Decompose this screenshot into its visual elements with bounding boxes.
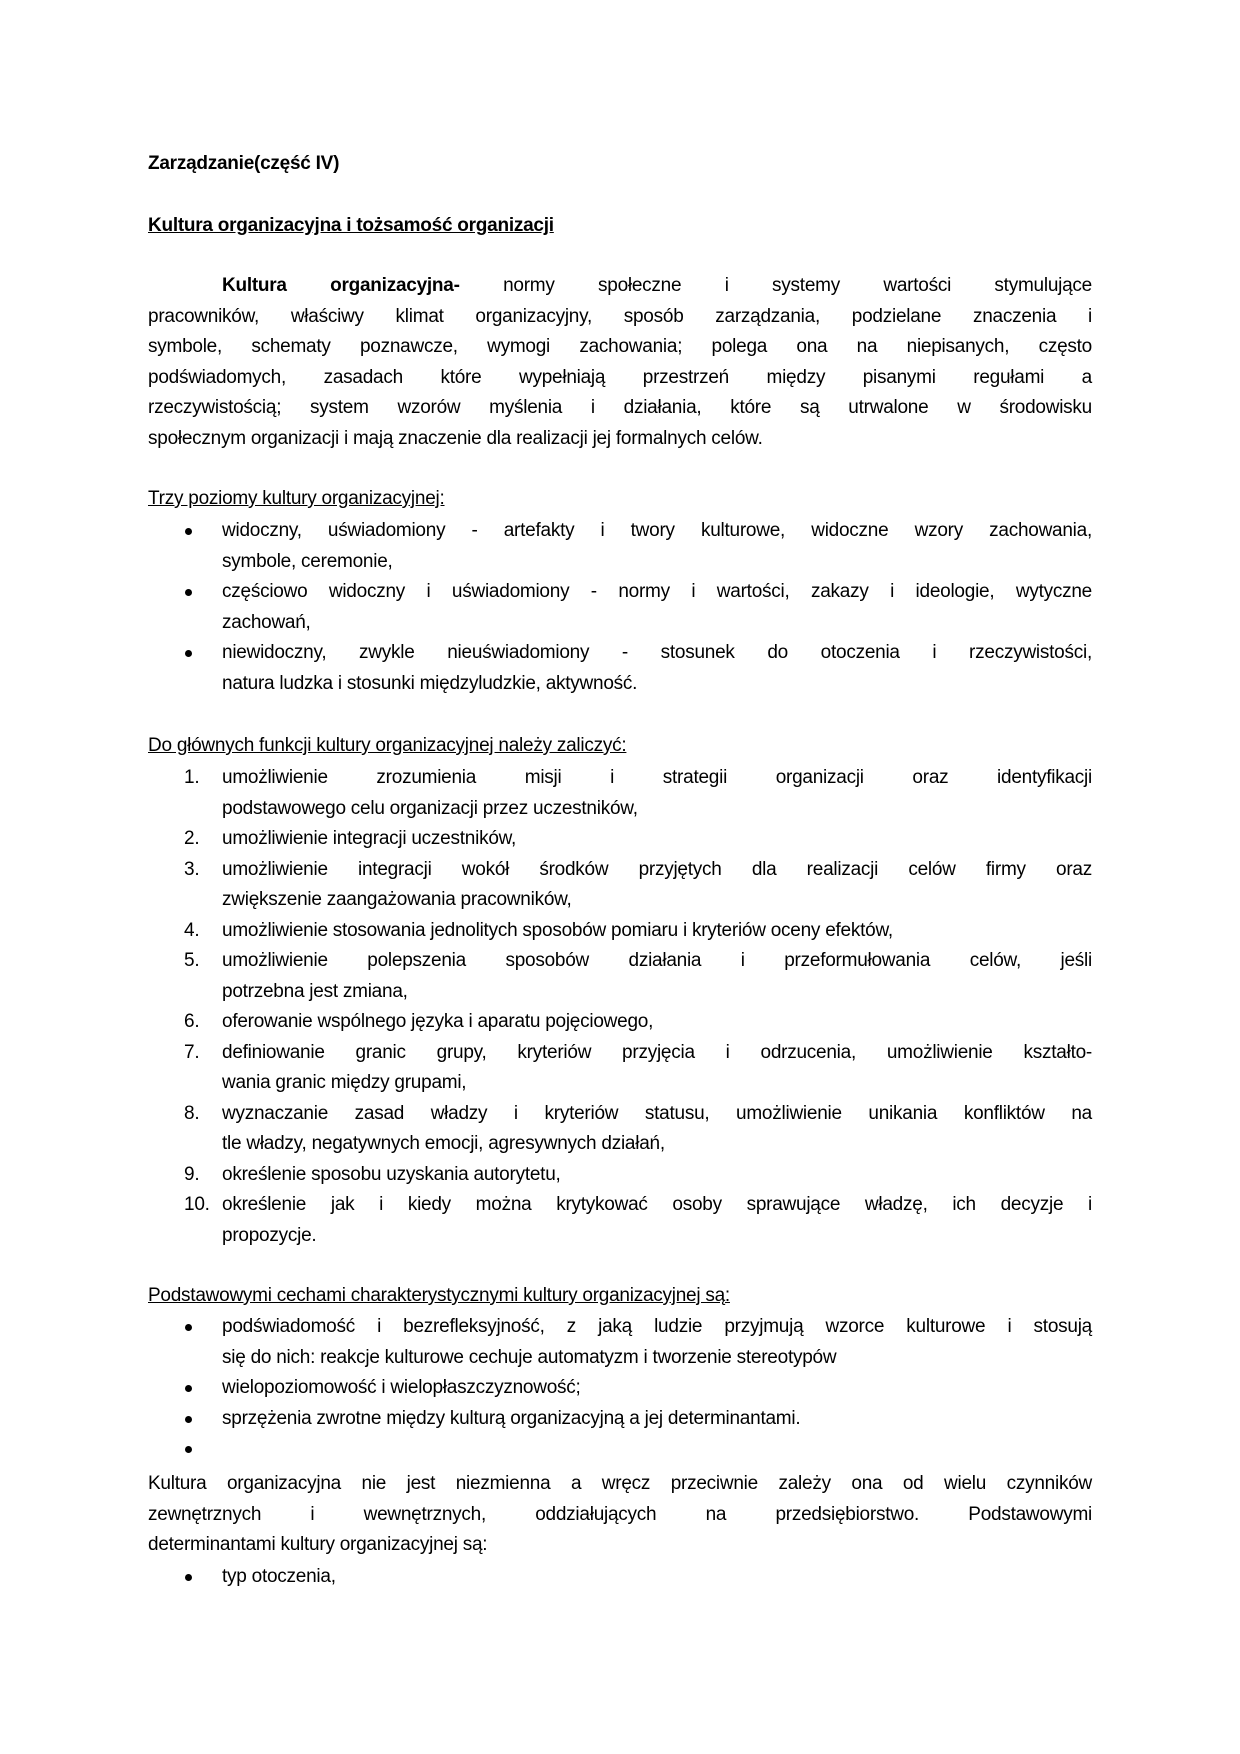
list-item <box>148 1160 1092 1191</box>
list-number: 4. <box>184 919 200 941</box>
paragraph-line: zewnętrznych i wewnętrznych, oddziałujących na przedsiębiorstwo. Podstawowymi <box>148 1503 1092 1525</box>
list-item-line: umożliwienie stosowania jednolitych sposobów pomiaru i kryteriów oceny efektów, <box>222 919 893 941</box>
paragraph-line: społecznym organizacji i mają znaczenie dla realizacji jej formalnych celów. <box>148 427 763 449</box>
intro-paragraph <box>148 271 1092 454</box>
features-heading-text: Podstawowymi cechami charakterystycznymi kultury organizacyjnej są: <box>148 1285 730 1306</box>
list-item-line: wielopoziomowość i wielopłaszczyznowość; <box>222 1377 581 1398</box>
list-item <box>148 1312 1092 1373</box>
bullet-icon <box>148 1312 218 1343</box>
functions-list <box>148 763 1092 1251</box>
list-item-line: wyznaczanie zasad władzy i kryteriów statusu, umożliwienie unikania konfliktów na <box>222 1102 1092 1124</box>
list-item-line <box>222 1434 1092 1465</box>
list-number: 8. <box>184 1102 200 1124</box>
list-item <box>148 1404 1092 1435</box>
list-item-line: tle władzy, negatywnych emocji, agresywnych działań, <box>222 1133 665 1154</box>
paragraph-line: determinantami kultury organizacyjnej są: <box>148 1534 488 1555</box>
levels-heading-text: Trzy poziomy kultury organizacyjnej: <box>148 488 445 509</box>
functions-heading <box>148 731 626 762</box>
bullet-icon <box>148 516 218 547</box>
list-item <box>148 1190 1092 1251</box>
levels-heading <box>148 484 445 515</box>
list-item-line: umożliwienie polepszenia sposobów działania i przeformułowania celów, jeśli <box>222 950 1092 971</box>
list-item <box>148 855 1092 916</box>
list-number: 6. <box>184 1011 200 1032</box>
list-item <box>148 916 1092 947</box>
determinants-paragraph <box>148 1469 1092 1561</box>
list-item-line: typ otoczenia, <box>222 1566 336 1587</box>
list-item-line: natura ludzka i stosunki międzyludzkie, aktywność. <box>222 672 638 694</box>
bullet-icon <box>148 1404 218 1435</box>
bullet-icon <box>148 1434 218 1465</box>
paragraph-line <box>148 271 1092 302</box>
list-item-line: określenie sposobu uzyskania autorytetu, <box>222 1163 561 1185</box>
list-item-line: częściowo widoczny i uświadomiony - normy i wartości, zakazy i ideologie, wytyczne <box>222 581 1092 602</box>
paragraph-line: pracowników, właściwy klimat organizacyjny, sposób zarządzania, podzielane znaczenia i <box>148 305 1092 327</box>
section-heading <box>148 211 554 242</box>
list-item-line: zachowań, <box>222 611 311 633</box>
list-item <box>148 1434 1092 1465</box>
list-item-line: sprzężenia zwrotne między kulturą organizacyjną a jej determinantami. <box>222 1407 801 1429</box>
list-number: 10. <box>184 1194 210 1215</box>
list-item <box>148 1038 1092 1099</box>
list-number: 1. <box>184 767 200 788</box>
list-item <box>148 763 1092 824</box>
bullet-icon <box>148 577 218 608</box>
list-item-line: definiowanie granic grupy, kryteriów przyjęcia i odrzucenia, umożliwienie kształto- <box>222 1041 1092 1063</box>
list-item-line: umożliwienie integracji wokół środków przyjętych dla realizacji celów firmy oraz <box>222 858 1092 880</box>
list-number: 5. <box>184 950 200 971</box>
paragraph-line: podświadomych, zasadach które wypełniają przestrzeń między pisanymi regułami a <box>148 366 1092 388</box>
list-item-line: podświadomość i bezrefleksyjność, z jaką ludzie przyjmują wzorce kulturowe i stosują <box>222 1316 1092 1337</box>
list-item-line: widoczny, uświadomiony - artefakty i twory kulturowe, widoczne wzory zachowania, <box>222 520 1092 541</box>
functions-heading-text: Do głównych funkcji kultury organizacyjnej należy zaliczyć: <box>148 735 627 756</box>
list-item <box>148 1007 1092 1038</box>
list-item-line: symbole, ceremonie, <box>222 550 393 572</box>
list-item-line: podstawowego celu organizacji przez uczestników, <box>222 797 638 819</box>
list-number: 3. <box>184 858 200 880</box>
list-item-line: propozycje. <box>222 1224 317 1246</box>
term-label: Kultura organizacyjna- <box>222 275 460 296</box>
list-item-line: zwiększenie zaangażowania pracowników, <box>222 889 572 910</box>
heading-text: Kultura organizacyjna i tożsamość organizacji <box>148 215 554 236</box>
list-item <box>148 516 1092 577</box>
list-item-line: potrzebna jest zmiana, <box>222 980 408 1002</box>
list-item <box>148 638 1092 699</box>
features-list <box>148 1312 1092 1465</box>
list-item-line: wania granic między grupami, <box>222 1072 467 1093</box>
document-title <box>148 149 1092 180</box>
paragraph-line: Kultura organizacyjna nie jest niezmienna a wręcz przeciwnie zależy ona od wielu czynników <box>148 1473 1092 1494</box>
list-number: 9. <box>184 1163 200 1185</box>
list-item-line: określenie jak i kiedy można krytykować osoby sprawujące władzę, ich decyzje i <box>222 1194 1092 1215</box>
levels-list <box>148 516 1092 699</box>
list-number: 7. <box>184 1041 200 1063</box>
list-item-line: umożliwienie integracji uczestników, <box>222 828 517 849</box>
line-text: normy społeczne i systemy wartości stymulujące <box>459 275 1092 296</box>
list-number: 2. <box>184 828 200 849</box>
list-item <box>148 577 1092 638</box>
paragraph-line: symbole, schematy poznawcze, wymogi zachowania; polega ona na niepisanych, często <box>148 336 1092 357</box>
bullet-icon <box>148 1562 218 1593</box>
list-item-line: oferowanie wspólnego języka i aparatu pojęciowego, <box>222 1011 654 1032</box>
paragraph-line: rzeczywistością; system wzorów myślenia i działania, które są utrwalone w środowisku <box>148 397 1092 418</box>
determinants-list <box>148 1562 1092 1593</box>
list-item <box>148 1562 1092 1593</box>
features-heading <box>148 1281 730 1312</box>
title-text: Zarządzanie(część IV) <box>148 153 340 174</box>
list-item-line: niewidoczny, zwykle nieuświadomiony - stosunek do otoczenia i rzeczywistości, <box>222 642 1092 663</box>
list-item-line: umożliwienie zrozumienia misji i strategii organizacji oraz identyfikacji <box>222 767 1092 788</box>
list-item <box>148 1373 1092 1404</box>
bullet-icon <box>148 638 218 669</box>
list-item <box>148 1099 1092 1160</box>
list-item-line: się do nich: reakcje kulturowe cechuje automatyzm i tworzenie stereotypów <box>222 1346 837 1368</box>
list-item <box>148 946 1092 1007</box>
list-item <box>148 824 1092 855</box>
bullet-icon <box>148 1373 218 1404</box>
